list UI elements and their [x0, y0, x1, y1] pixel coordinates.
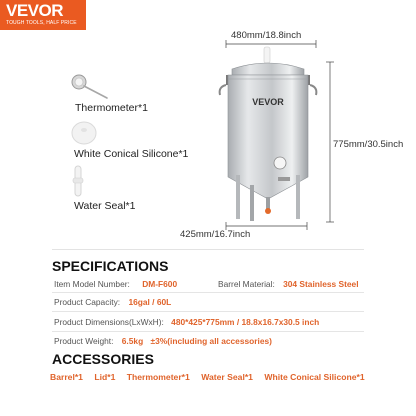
item-model-value: DM-F600: [142, 279, 178, 289]
capacity-label: Product Capacity:: [54, 297, 121, 307]
spec-divider-2: [52, 311, 364, 312]
dimensions-row: [54, 317, 319, 327]
barrel-material-row: [218, 279, 359, 289]
specifications-title: SPECIFICATIONS: [52, 258, 169, 274]
weight-row: [54, 336, 272, 346]
capacity-value: 16gal / 60L: [128, 297, 172, 307]
spec-divider-3: [52, 331, 364, 332]
height-dimension-label: 775mm/30.5inch: [333, 139, 404, 150]
accessories-list: [50, 372, 374, 382]
weight-label: Product Weight:: [54, 336, 114, 346]
dimensions-label: Product Dimensions(LxWxH):: [54, 317, 164, 327]
accessory-item: Barrel*1: [50, 372, 83, 382]
accessory-item: Thermometer*1: [126, 372, 190, 382]
silicone-label: White Conical Silicone*1: [74, 148, 189, 160]
accessory-item: Water Seal*1: [201, 372, 253, 382]
thermometer-label: Thermometer*1: [75, 102, 148, 114]
item-model-label-text: Item Model Number:: [54, 279, 130, 289]
weight-note: ±3%(including all accessories): [150, 336, 272, 346]
accessories-title: ACCESSORIES: [52, 351, 154, 367]
barrel-material-label: Barrel Material:: [218, 279, 275, 289]
section-divider: [52, 249, 364, 250]
accessory-item: White Conical Silicone*1: [264, 372, 365, 382]
barrel-material-value: 304 Stainless Steel: [283, 279, 359, 289]
water-seal-label: Water Seal*1: [74, 200, 136, 212]
accessory-item: Lid*1: [94, 372, 116, 382]
brand-name: VEVOR: [6, 1, 64, 20]
capacity-row: [54, 297, 171, 307]
weight-value: 6.5kg: [121, 336, 144, 346]
svg-text:VEVOR: VEVOR: [252, 97, 284, 107]
fermenter-image: [210, 45, 326, 225]
top-dimension-label: 480mm/18.8inch: [231, 30, 302, 41]
item-model-label: [54, 279, 177, 289]
spec-divider-1: [52, 292, 364, 293]
dimensions-value: 480*425*775mm / 18.8x16.7x30.5 inch: [171, 317, 320, 327]
bottom-dimension-label: 425mm/16.7inch: [180, 229, 251, 240]
brand-tagline: TOUGH TOOLS, HALF PRICE: [6, 20, 77, 26]
